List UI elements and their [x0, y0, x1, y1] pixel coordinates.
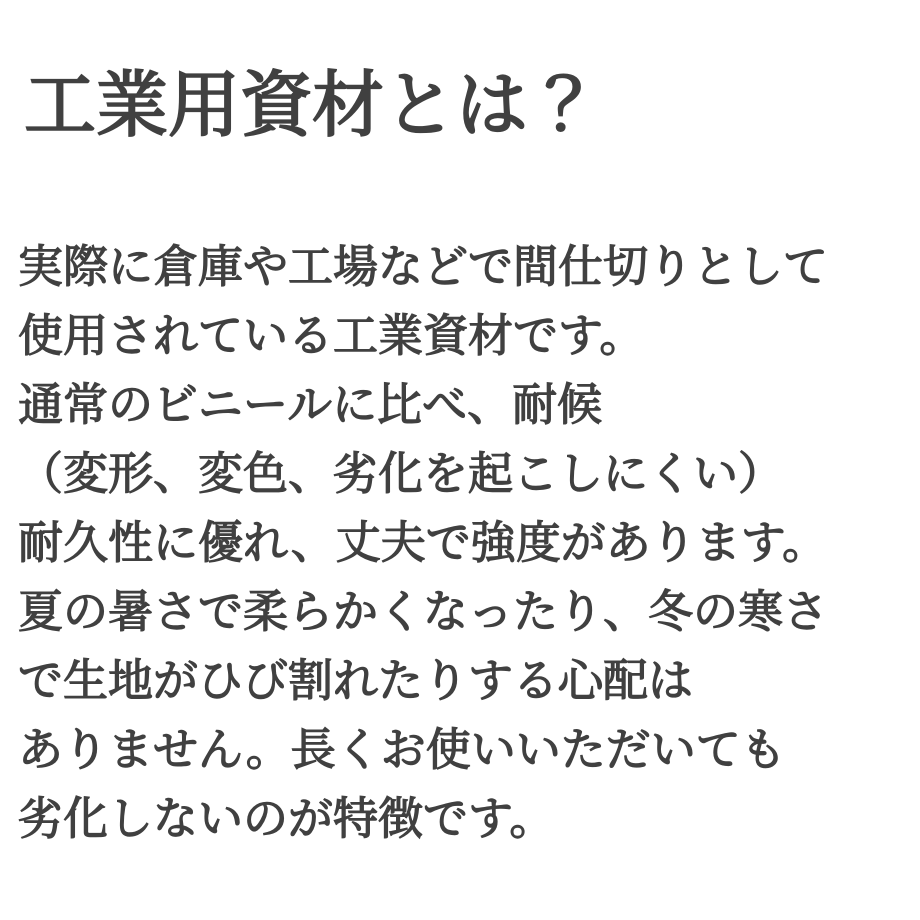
description-text-block: [18, 232, 828, 853]
body-text-line: 夏の暑さで柔らかくなったり、冬の寒さ: [18, 586, 829, 637]
body-text-line: 耐久性に優れ、丈夫で強度があります。: [18, 517, 828, 568]
body-text-line: 実際に倉庫や工場などで間仕切りとして: [18, 241, 829, 292]
body-text-line: （変形、変色、劣化を起こしにくい）: [18, 448, 784, 499]
body-text-line: で生地がひび割れたりする心配は: [18, 655, 694, 706]
page-title: 工業用資材とは？: [24, 66, 601, 146]
body-text-line: 劣化しないのが特徴です。: [18, 793, 555, 844]
body-text-line: 通常のビニールに比べ、耐候: [18, 379, 603, 430]
body-text-line: ありません。長くお使いいただいても: [18, 724, 786, 775]
body-text-line: 使用されている工業資材です。: [18, 310, 645, 361]
